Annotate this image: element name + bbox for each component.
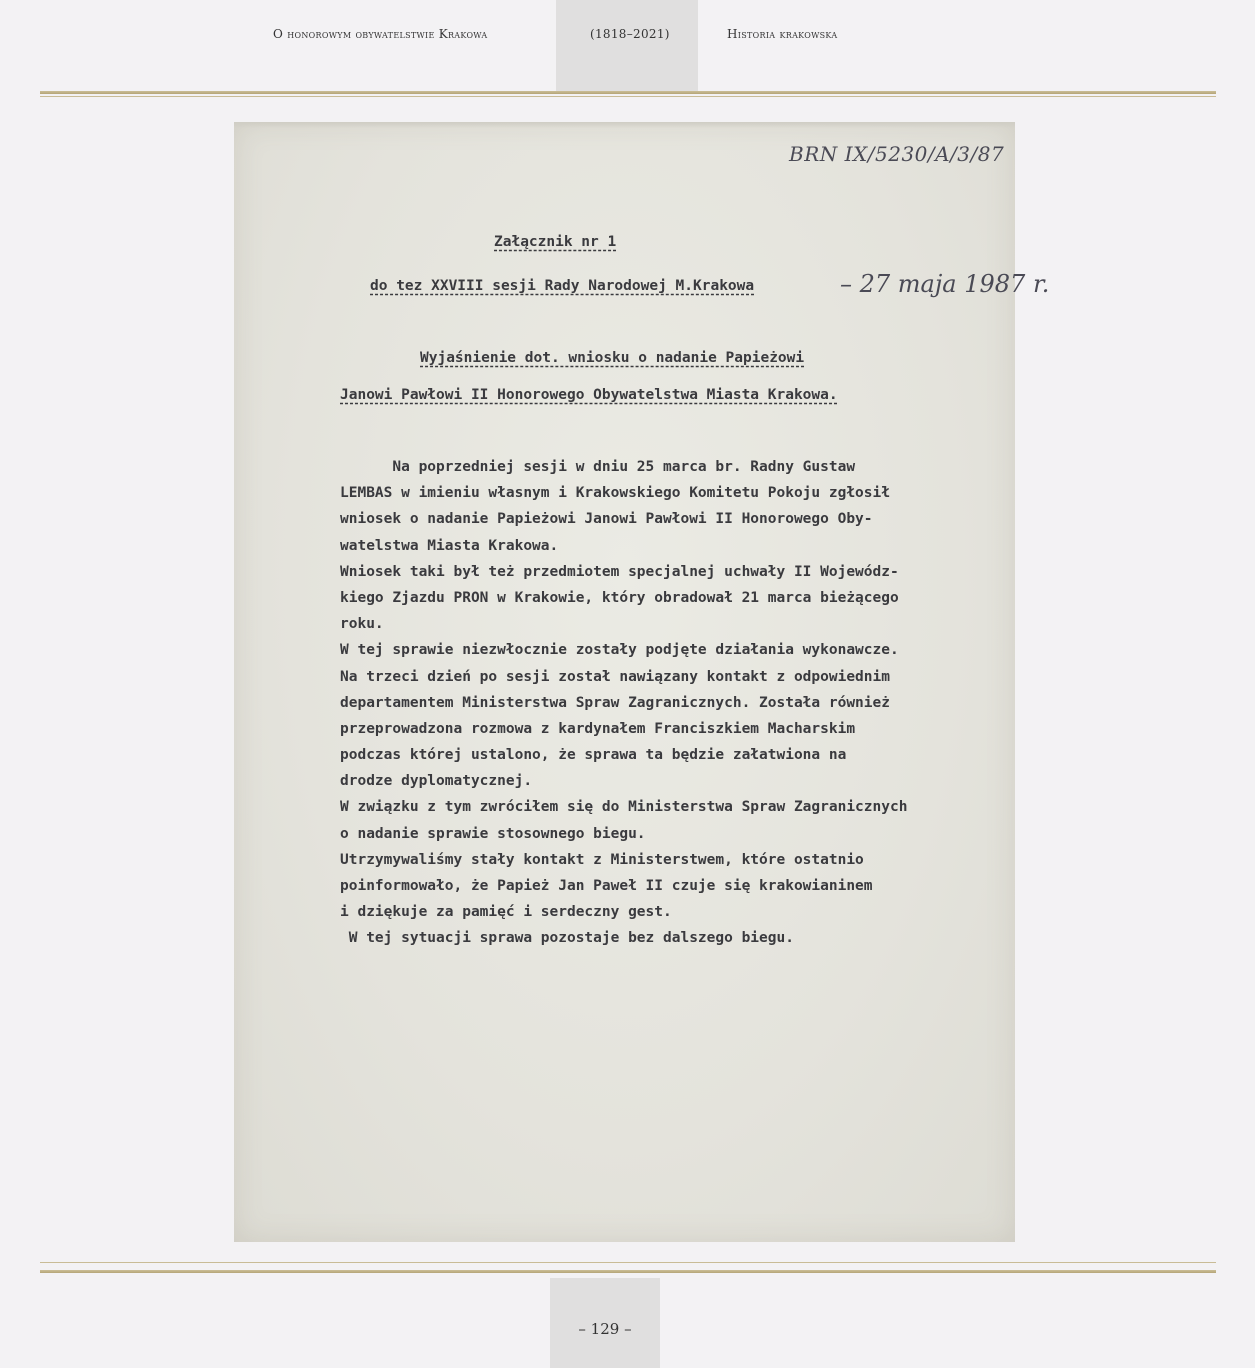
body-line: Na poprzedniej sesji w dniu 25 marca br. Radny Gustaw: [340, 459, 856, 475]
header-rule-thin: [40, 96, 1216, 97]
document-title-subline: do tez XXVIII sesji Rady Narodowej M.Krakowa: [370, 278, 755, 294]
body-line: Na trzeci dzień po sesji został nawiązany kontakt z odpowiednim: [340, 668, 890, 685]
body-line: roku.: [340, 616, 384, 633]
body-line: W tej sprawie niezwłocznie zostały podjęte działania wykonawcze.: [340, 642, 899, 659]
body-line: drodze dyplomatycznej.: [340, 773, 533, 790]
body-line: wniosek o nadanie Papieżowi Janowi Pawłowi II Honorowego Oby-: [340, 511, 873, 528]
body-line: Wniosek taki był też przedmiotem specjalnej uchwały II Wojewódz-: [340, 563, 899, 580]
body-line: Utrzymywaliśmy stały kontakt z Ministerstwem, które ostatnio: [340, 851, 864, 868]
body-line: o nadanie sprawie stosownego biegu.: [340, 825, 646, 842]
body-line: W związku z tym zwróciłem się do Ministerstwa Spraw Zagranicznych: [340, 799, 908, 816]
handwritten-signature-code: BRN IX/5230/A/3/87: [789, 142, 1005, 166]
body-line: watelstwa Miasta Krakowa.: [340, 537, 559, 554]
header-years: (1818–2021): [590, 27, 670, 41]
body-line: przeprowadzona rozmowa z kardynałem Franciszkiem Macharskim: [340, 720, 856, 737]
header-section: Historia krakowska: [727, 27, 838, 41]
footer-rule-thin: [40, 1262, 1216, 1263]
body-line: poinformowało, że Papież Jan Paweł II czuje się krakowianinem: [340, 878, 873, 894]
scanned-document: [234, 122, 1050, 1242]
scan-edge: [234, 122, 1015, 128]
running-header: [0, 27, 1255, 47]
page-number: – 129 –: [578, 1320, 632, 1338]
document-subject-line1: Wyjaśnienie dot. wniosku o nadanie Papieżowi: [420, 350, 805, 366]
body-line: podczas której ustalono, że sprawa ta będzie załatwiona na: [340, 747, 847, 764]
body-line: departamentem Ministerstwa Spraw Zagranicznych. Została również: [340, 694, 890, 711]
body-line: W tej sytuacji sprawa pozostaje bez dalszego biegu.: [340, 930, 794, 947]
body-line: kiego Zjazdu PRON w Krakowie, który obradował 21 marca bieżącego: [340, 589, 899, 606]
document-title: Załącznik nr 1: [494, 234, 617, 250]
footer-rule: [40, 1270, 1216, 1273]
handwritten-date: – 27 maja 1987 r.: [840, 270, 1050, 298]
body-line: i dziękuje za pamięć i serdeczny gest.: [340, 904, 672, 921]
header-rule: [40, 91, 1216, 94]
document-body: [340, 454, 907, 952]
header-book-title: O honorowym obywatelstwie Krakowa: [273, 27, 488, 41]
body-line: LEMBAS w imieniu własnym i Krakowskiego Komitetu Pokoju zgłosił: [340, 485, 890, 502]
document-subject-line2: Janowi Pawłowi II Honorowego Obywatelstwa Miasta Krakowa.: [340, 387, 838, 403]
